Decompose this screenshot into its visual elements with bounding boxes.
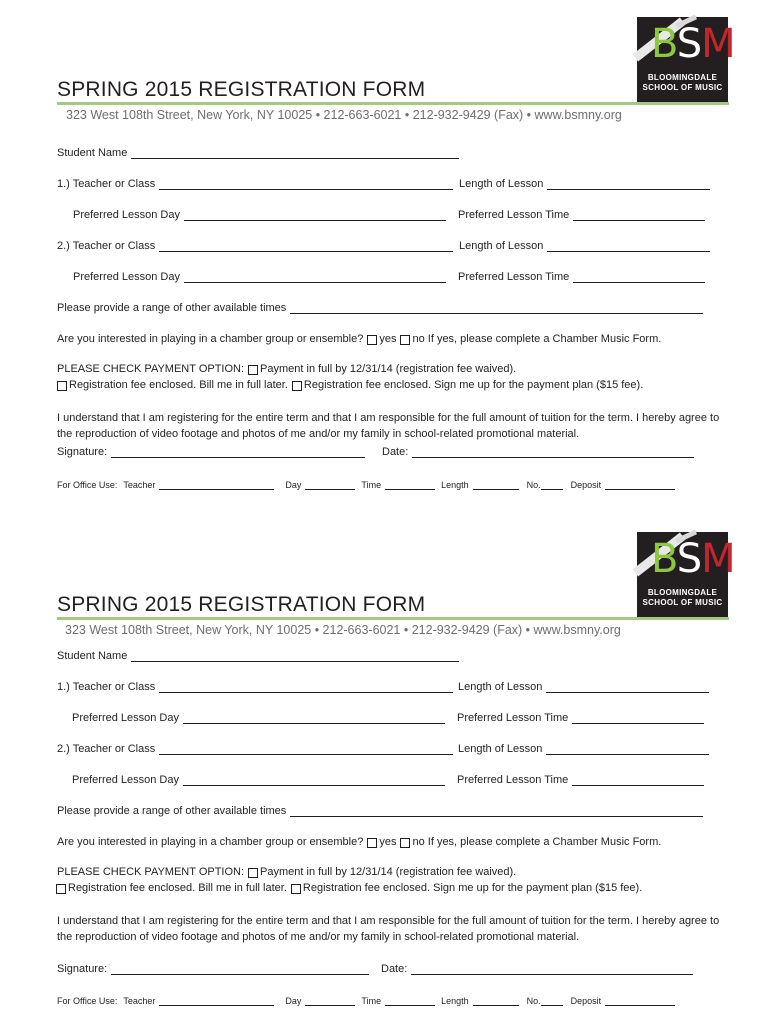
available-times-label: Please provide a range of other available times <box>57 302 287 314</box>
payment-full-label: Payment in full by 12/31/14 (registration fee waived). <box>260 363 517 375</box>
title-rule <box>57 617 729 620</box>
payment-heading: PLEASE CHECK PAYMENT OPTION: <box>57 866 245 878</box>
pref-day1-row <box>72 712 445 724</box>
agreement-text: I understand that I am registering for the entire term and that I am responsible for the full amount of tuition for the term. I hereby agree to the reproduction of video footage and photos of me and/or my family in school-related promotional material. <box>57 412 720 440</box>
signature-row <box>57 446 365 458</box>
payment-bill-checkbox[interactable] <box>56 884 66 894</box>
office-day-field[interactable] <box>305 481 355 490</box>
signature-field[interactable] <box>111 964 369 975</box>
payment-heading: PLEASE CHECK PAYMENT OPTION: <box>57 363 245 375</box>
student-name-label: Student Name <box>57 147 128 159</box>
teacher1-row <box>57 681 453 693</box>
office-no-label: No. <box>526 996 541 1006</box>
teacher1-row <box>57 178 453 190</box>
office-teacher-label: Teacher <box>123 480 156 490</box>
office-length-field[interactable] <box>473 997 519 1006</box>
teacher2-row <box>57 743 453 755</box>
length1-field[interactable] <box>546 682 709 693</box>
office-length-field[interactable] <box>473 481 519 490</box>
office-time-label: Time <box>361 480 382 490</box>
student-name-label: Student Name <box>57 650 128 662</box>
pref-day1-field[interactable] <box>183 713 445 724</box>
office-time-field[interactable] <box>385 481 435 490</box>
office-teacher-label: Teacher <box>123 996 156 1006</box>
logo-school-name: BLOOMINGDALE SCHOOL OF MUSIC <box>642 73 723 92</box>
pref-day1-label: Preferred Lesson Day <box>73 209 180 221</box>
pref-time2-field[interactable] <box>573 272 705 283</box>
logo-letter-b: B <box>651 536 677 582</box>
school-address: 323 West 108th Street, New York, NY 10025 • 212-663-6021 • 212-932-9429 (Fax) • www.bsmny.org <box>65 623 621 637</box>
date-row <box>381 963 693 975</box>
pref-day2-field[interactable] <box>183 775 445 786</box>
length1-field[interactable] <box>547 179 710 190</box>
office-deposit-label: Deposit <box>570 996 602 1006</box>
office-deposit-label: Deposit <box>570 480 602 490</box>
length2-label: Length of Lesson <box>459 240 544 252</box>
office-teacher-field[interactable] <box>159 481 274 490</box>
signature-label: Signature: <box>57 963 108 975</box>
length2-field[interactable] <box>547 241 710 252</box>
payment-row-2 <box>52 882 642 894</box>
payment-bill-label: Registration fee enclosed. Bill me in full later. <box>68 882 287 894</box>
chamber-yes-label: yes <box>379 836 397 848</box>
pref-day2-row <box>73 271 446 283</box>
form-title: SPRING 2015 REGISTRATION FORM <box>57 78 426 101</box>
pref-time2-label: Preferred Lesson Time <box>458 271 570 283</box>
payment-plan-checkbox[interactable] <box>291 884 301 894</box>
office-day-label: Day <box>285 996 302 1006</box>
logo-letter-m: M <box>701 536 735 582</box>
registration-form-bottom <box>0 503 770 1015</box>
office-use-row <box>57 996 675 1006</box>
pref-day2-label: Preferred Lesson Day <box>73 271 180 283</box>
payment-bill-checkbox[interactable] <box>57 381 67 391</box>
office-no-field[interactable] <box>541 481 563 490</box>
office-deposit-field[interactable] <box>605 481 675 490</box>
payment-full-checkbox[interactable] <box>248 365 258 375</box>
chamber-no-label: no If yes, please complete a Chamber Music Form. <box>412 333 662 345</box>
chamber-question: Are you interested in playing in a chamber group or ensemble? <box>57 836 364 848</box>
pref-day1-label: Preferred Lesson Day <box>72 712 179 724</box>
teacher1-label: 1.) Teacher or Class <box>57 178 156 190</box>
chamber-no-checkbox[interactable] <box>400 838 410 848</box>
signature-label: Signature: <box>57 446 108 458</box>
logo-letter-s: S <box>676 21 702 67</box>
office-length-label: Length <box>441 996 469 1006</box>
date-label: Date: <box>382 446 409 458</box>
office-no-field[interactable] <box>541 997 563 1006</box>
pref-time1-field[interactable] <box>572 713 704 724</box>
pref-time2-row <box>458 271 705 283</box>
student-name-row <box>57 147 459 159</box>
payment-row-2 <box>53 379 643 391</box>
teacher1-field[interactable] <box>159 682 453 693</box>
length1-label: Length of Lesson <box>459 178 544 190</box>
payment-full-checkbox[interactable] <box>248 868 258 878</box>
office-use-row <box>57 480 675 490</box>
pref-time2-row <box>457 774 704 786</box>
agreement-text: I understand that I am registering for the entire term and that I am responsible for the full amount of tuition for the term. I hereby agree to the reproduction of video footage and photos of me and/or my family in school-related promotional material. <box>57 915 720 943</box>
chamber-yes-label: yes <box>379 333 397 345</box>
available-times-label: Please provide a range of other available times <box>57 805 287 817</box>
teacher1-label: 1.) Teacher or Class <box>57 681 156 693</box>
available-times-field[interactable] <box>290 806 703 817</box>
available-times-row <box>57 302 703 314</box>
teacher2-label: 2.) Teacher or Class <box>57 743 156 755</box>
pref-time2-label: Preferred Lesson Time <box>457 774 569 786</box>
date-field[interactable] <box>412 447 694 458</box>
pref-time1-label: Preferred Lesson Time <box>458 209 570 221</box>
payment-bill-label: Registration fee enclosed. Bill me in full later. <box>69 379 288 391</box>
logo-letters <box>651 536 735 582</box>
chamber-row <box>57 836 661 848</box>
student-name-field[interactable] <box>131 651 459 662</box>
form-title: SPRING 2015 REGISTRATION FORM <box>57 593 426 616</box>
date-field[interactable] <box>411 964 693 975</box>
payment-plan-checkbox[interactable] <box>292 381 302 391</box>
chamber-question: Are you interested in playing in a chamber group or ensemble? <box>57 333 364 345</box>
school-address: 323 West 108th Street, New York, NY 10025 • 212-663-6021 • 212-932-9429 (Fax) • www.bsmny.org <box>66 108 622 122</box>
payment-row-1 <box>57 363 516 375</box>
length2-row <box>458 743 709 755</box>
teacher2-row <box>57 240 453 252</box>
teacher2-field[interactable] <box>159 241 453 252</box>
bsm-logo <box>637 532 735 617</box>
pref-day2-row <box>72 774 445 786</box>
office-teacher-field[interactable] <box>159 997 274 1006</box>
pref-day1-field[interactable] <box>184 210 446 221</box>
pref-day2-field[interactable] <box>184 272 446 283</box>
length1-label: Length of Lesson <box>458 681 543 693</box>
logo-school-name: BLOOMINGDALE SCHOOL OF MUSIC <box>642 588 723 607</box>
available-times-row <box>57 805 703 817</box>
student-name-field[interactable] <box>131 148 459 159</box>
chamber-yes-checkbox[interactable] <box>367 335 377 345</box>
pref-day1-row <box>73 209 446 221</box>
pref-time1-label: Preferred Lesson Time <box>457 712 569 724</box>
chamber-yes-checkbox[interactable] <box>367 838 377 848</box>
length1-row <box>458 681 709 693</box>
available-times-field[interactable] <box>290 303 703 314</box>
chamber-no-label: no If yes, please complete a Chamber Music Form. <box>412 836 662 848</box>
pref-time1-row <box>458 209 705 221</box>
length1-row <box>459 178 710 190</box>
teacher2-label: 2.) Teacher or Class <box>57 240 156 252</box>
date-row <box>382 446 694 458</box>
bsm-logo <box>637 17 735 102</box>
payment-full-label: Payment in full by 12/31/14 (registration fee waived). <box>260 866 517 878</box>
signature-field[interactable] <box>111 447 365 458</box>
office-deposit-field[interactable] <box>605 997 675 1006</box>
teacher2-field[interactable] <box>159 744 453 755</box>
length2-row <box>459 240 710 252</box>
logo-letter-b: B <box>651 21 677 67</box>
date-label: Date: <box>381 963 408 975</box>
logo-letter-s: S <box>676 536 702 582</box>
length2-label: Length of Lesson <box>458 743 543 755</box>
logo-letters <box>651 21 735 67</box>
office-day-label: Day <box>285 480 302 490</box>
chamber-row <box>57 333 661 345</box>
signature-row <box>57 963 369 975</box>
payment-plan-label: Registration fee enclosed. Sign me up for the payment plan ($15 fee). <box>303 379 644 391</box>
pref-time1-field[interactable] <box>573 210 705 221</box>
office-time-label: Time <box>361 996 382 1006</box>
office-length-label: Length <box>441 480 469 490</box>
payment-plan-label: Registration fee enclosed. Sign me up for the payment plan ($15 fee). <box>302 882 643 894</box>
office-no-label: No. <box>526 480 541 490</box>
length2-field[interactable] <box>546 744 709 755</box>
chamber-no-checkbox[interactable] <box>400 335 410 345</box>
payment-row-1 <box>57 866 516 878</box>
title-rule <box>57 102 729 105</box>
teacher1-field[interactable] <box>159 179 453 190</box>
office-time-field[interactable] <box>385 997 435 1006</box>
pref-day2-label: Preferred Lesson Day <box>72 774 179 786</box>
pref-time1-row <box>457 712 704 724</box>
office-day-field[interactable] <box>305 997 355 1006</box>
office-use-label: For Office Use: <box>57 480 118 490</box>
student-name-row <box>57 650 459 662</box>
office-use-label: For Office Use: <box>57 996 118 1006</box>
pref-time2-field[interactable] <box>572 775 704 786</box>
logo-letter-m: M <box>701 21 735 67</box>
